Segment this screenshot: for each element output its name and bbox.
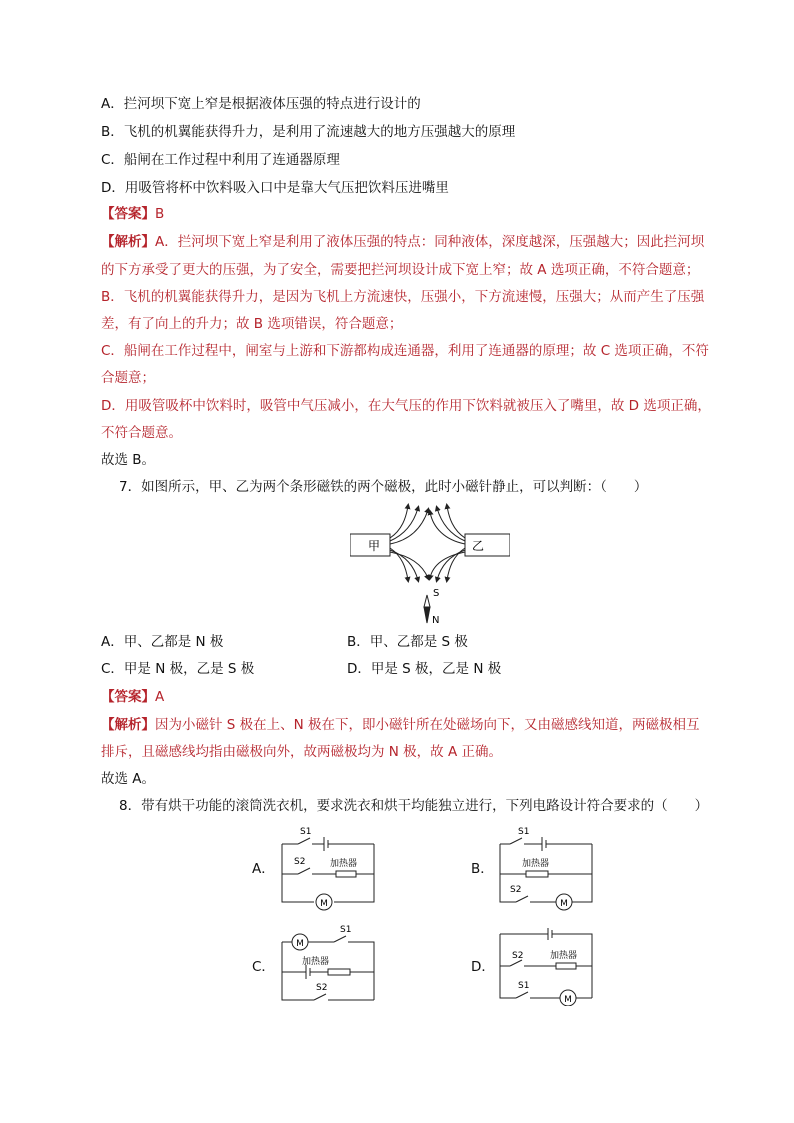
- q6-analysis-line-7: D．用吸管吸杯中饮料时，吸管中气压减小，在大气压的作用下饮料就被压入了嘴里，故 D 选项正确，: [101, 398, 711, 414]
- circuit-d-diagram: [496, 920, 596, 1006]
- circuit-b-diagram: [496, 822, 596, 914]
- q6-option-b: B．飞机的机翼能获得升力，是利用了流速越大的地方压强越大的原理: [101, 124, 516, 140]
- svg-text:M: M: [560, 899, 568, 909]
- needle-s-half: [424, 595, 430, 607]
- svg-text:加热器: 加热器: [302, 957, 330, 967]
- svg-text:加热器: 加热器: [522, 859, 550, 869]
- answer-tag: 【答案】: [101, 206, 155, 222]
- circuit-a-diagram: [278, 822, 378, 914]
- svg-text:S2: S2: [294, 857, 306, 867]
- svg-text:S1: S1: [518, 827, 530, 837]
- svg-text:S2: S2: [316, 983, 328, 993]
- svg-text:M: M: [296, 939, 304, 949]
- q7-option-d: D．甲是 S 极，乙是 N 极: [347, 661, 502, 677]
- q6-analysis-line-4: 差，有了向上的升力；故 B 选项错误，符合题意；: [101, 316, 403, 332]
- svg-text:S1: S1: [340, 925, 352, 935]
- q6-analysis-line-1: 【解析】A．拦河坝下宽上窄是利用了液体压强的特点：同种液体，深度越深，压强越大；因此拦河坝: [101, 234, 705, 250]
- q7-option-c: C．甲是 N 极，乙是 S 极: [101, 661, 255, 677]
- svg-text:S2: S2: [512, 951, 524, 961]
- q6-analysis-line-8: 不符合题意。: [101, 425, 182, 441]
- q6-conclusion: 故选 B。: [101, 452, 156, 468]
- q7-analysis-line-1: 【解析】因为小磁针 S 极在上、N 极在下，即小磁针所在处磁场向下，又由磁感线知道，两磁极相互: [101, 717, 700, 733]
- circuit-c-label: C．: [252, 959, 275, 975]
- analysis-tag: 【解析】: [101, 234, 155, 250]
- svg-text:M: M: [564, 995, 572, 1005]
- q7-stem: 7．如图所示，甲、乙为两个条形磁铁的两个磁极，此时小磁针静止，可以判断：（ ）: [119, 479, 648, 495]
- svg-text:S1: S1: [300, 827, 312, 837]
- svg-text:加热器: 加热器: [550, 951, 578, 961]
- svg-text:M: M: [320, 899, 328, 909]
- svg-text:S1: S1: [518, 981, 530, 991]
- magnet-field-figure: [350, 500, 510, 625]
- q8-stem: 8．带有烘干功能的滚筒洗衣机，要求洗衣和烘干均能独立进行，下列电路设计符合要求的（ ）: [119, 798, 709, 814]
- circuit-a-label: A．: [252, 861, 275, 877]
- svg-text:加热器: 加热器: [330, 859, 358, 869]
- q6-option-a: A．拦河坝下宽上窄是根据液体压强的特点进行设计的: [101, 96, 421, 112]
- circuit-b-label: B．: [471, 861, 494, 877]
- q6-analysis-line-2: 的下方承受了更大的压强，为了安全，需要把拦河坝设计成下宽上窄；故 A 选项正确，不符合题意；: [101, 262, 700, 278]
- q6-analysis-line-5: C．船闸在工作过程中，闸室与上游和下游都构成连通器，利用了连通器的原理；故 C 选项正确，不符: [101, 343, 709, 359]
- q6-analysis-line-3: B．飞机的机翼能获得升力，是因为飞机上方流速快，压强小，下方流速慢，压强大；从而产生了压强: [101, 289, 705, 305]
- q6-option-d: D．用吸管将杯中饮料吸入口中是靠大气压把饮料压进嘴里: [101, 180, 449, 196]
- needle-n-half: [424, 607, 430, 623]
- q7-option-a: A．甲、乙都是 N 极: [101, 634, 224, 650]
- q7-conclusion: 故选 A。: [101, 771, 156, 787]
- needle-s-label: S: [433, 588, 440, 599]
- circuit-c-diagram: [278, 920, 378, 1006]
- q6-analysis-line-6: 合题意；: [101, 370, 155, 386]
- svg-text:S2: S2: [510, 885, 522, 895]
- q6-answer: [101, 205, 164, 223]
- right-pole-label: 乙: [472, 539, 485, 553]
- answer-value: B: [155, 206, 165, 222]
- q7-analysis-line-2: 排斥，且磁感线均指由磁极向外，故两磁极均为 N 极，故 A 正确。: [101, 744, 502, 760]
- needle-n-label: N: [432, 615, 440, 625]
- q6-option-c: C．船闸在工作过程中利用了连通器原理: [101, 152, 340, 168]
- q7-answer: 【答案】A: [101, 689, 165, 705]
- circuit-d-label: D．: [471, 959, 495, 975]
- left-pole-label: 甲: [367, 539, 381, 553]
- q7-option-b: B．甲、乙都是 S 极: [347, 634, 468, 650]
